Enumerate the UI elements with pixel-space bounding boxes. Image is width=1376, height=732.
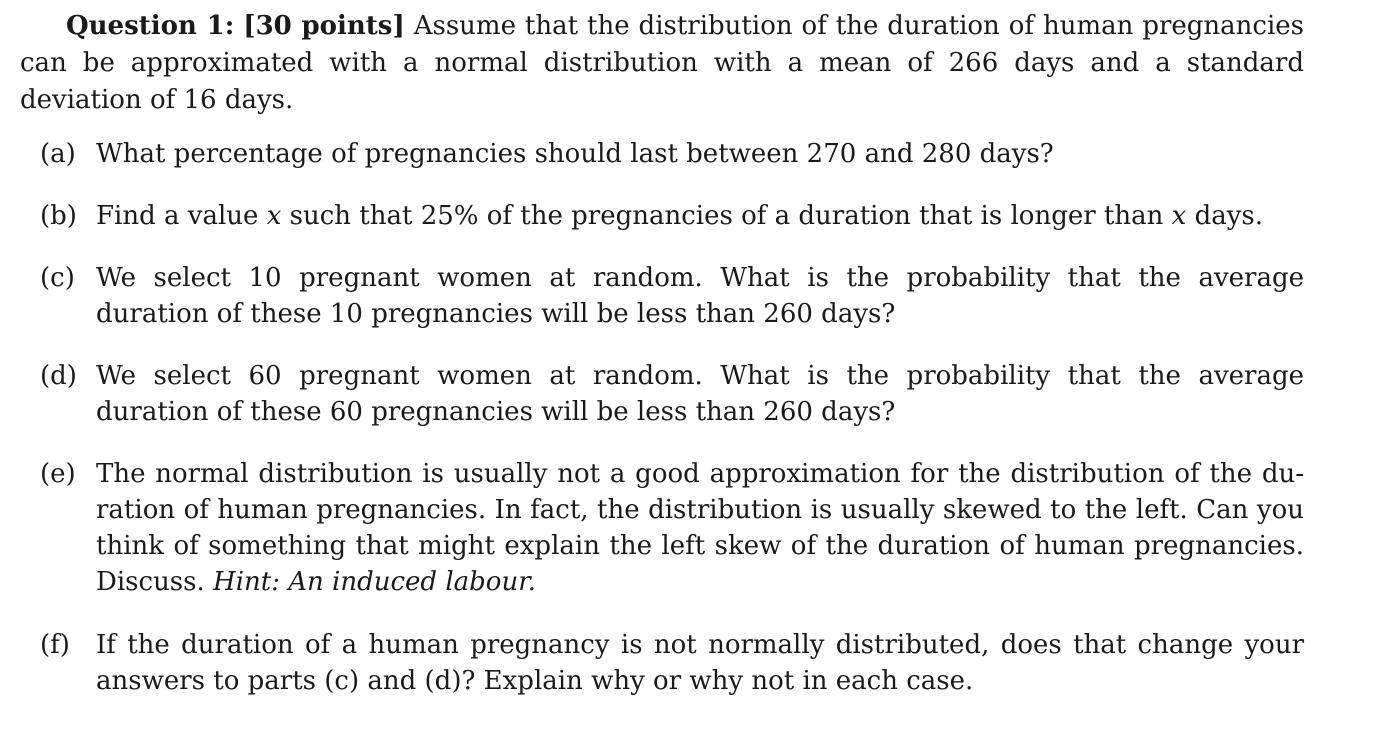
question-points: [30 points] [243,11,405,41]
part-d [20,358,1304,430]
part-d-label: (d) [40,361,77,391]
part-f-label: (f) [40,630,70,660]
part-a [20,136,1304,172]
question-intro-text: Assume that the distribution of the duration of human pregnancies can be approximated with a normal distribution with a mean of 266 days and a standard deviation of 16 days. [20,11,1305,115]
part-c [20,260,1304,332]
part-b-text [96,198,1304,234]
part-f [20,627,1304,699]
question-document [20,8,1304,699]
part-c-text: We select 10 pregnant women at random. What is the probability that the average duration of these 10 pregnancies will be less than 260 days? [96,263,1304,329]
question-heading: Question 1: [66,11,235,41]
part-e-text [96,456,1304,600]
part-a-text: What percentage of pregnancies should last between 270 and 280 days? [96,139,1054,169]
part-b-text-2: such that 25% of the pregnancies of a duration that is longer than [289,201,1164,231]
part-c-label: (c) [40,263,75,293]
question-intro [20,8,1304,119]
part-f-text: If the duration of a human pregnancy is not normally distributed, does that change your answers to parts (c) and (d)? Explain why or why not in each case. [96,630,1304,696]
part-a-label: (a) [40,139,76,169]
part-e-text-1: The normal distribution is usually not a good approximation for the distribution of the duration of human pregnancies. In fact, the distribution is usually skewed to the left. Can you think of something that might explain the left skew of the duration of human pregnancies. Discuss. [96,459,1304,597]
part-b-text-3: days. [1194,201,1264,231]
part-b-text-1: Find a value [96,201,259,231]
part-d-text: We select 60 pregnant women at random. What is the probability that the average duration of these 60 pregnancies will be less than 260 days? [96,361,1304,427]
part-b [20,198,1304,234]
part-b-variable-x: x [266,201,282,231]
part-e [20,456,1304,600]
part-b-variable-x-2: x [1171,201,1187,231]
question-parts-list [20,136,1304,699]
part-e-hint: Hint: An induced labour. [213,567,537,597]
part-e-label: (e) [40,459,76,489]
part-b-label: (b) [40,201,77,231]
